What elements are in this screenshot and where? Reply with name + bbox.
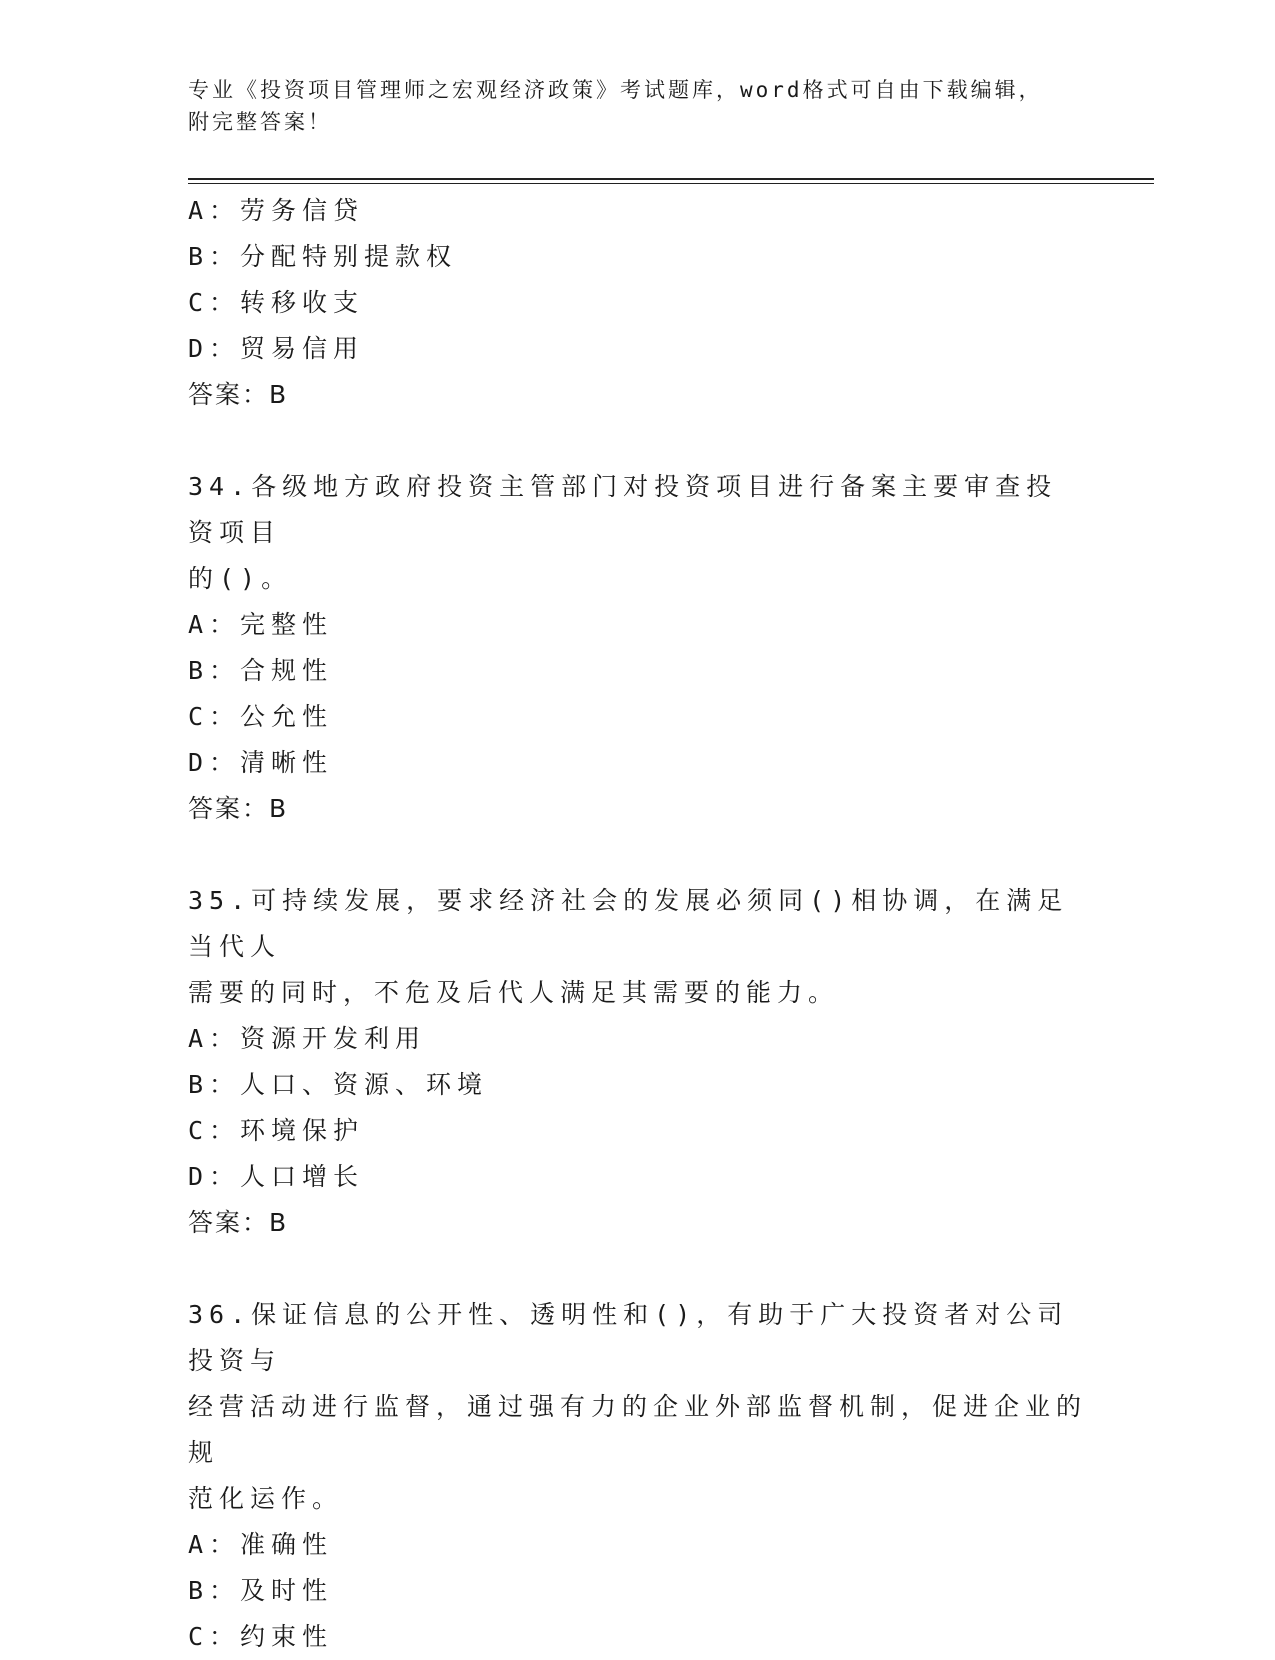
question-text-line: 35.可持续发展，要求经济社会的发展必须同()相协调，在满足当代人 <box>188 886 1069 961</box>
question-block-36 <box>188 1292 1088 1660</box>
document-body <box>188 188 1088 1660</box>
answer-line: 答案：B <box>188 1208 289 1237</box>
question-text-line: 36.保证信息的公开性、透明性和()，有助于广大投资者对公司投资与 <box>188 1300 1069 1375</box>
question-text-line: 范化运作。 <box>188 1484 344 1513</box>
header-divider-thin <box>188 183 1154 184</box>
question-text-line: 34.各级地方政府投资主管部门对投资项目进行备案主要审查投资项目 <box>188 472 1058 547</box>
option-b: B：合规性 <box>188 656 334 685</box>
option-c: C：转移收支 <box>188 288 365 317</box>
question-block-33 <box>188 188 1088 418</box>
document-header <box>188 74 1088 138</box>
option-c: C：公允性 <box>188 702 334 731</box>
answer-line: 答案：B <box>188 380 289 409</box>
question-block-35 <box>188 878 1088 1246</box>
header-title-line-1: 专业《投资项目管理师之宏观经济政策》考试题库，word格式可自由下载编辑， <box>188 78 1043 102</box>
option-c: C：约束性 <box>188 1622 334 1651</box>
option-a: A：准确性 <box>188 1530 334 1559</box>
option-c: C：环境保护 <box>188 1116 365 1145</box>
answer-line: 答案：B <box>188 794 289 823</box>
option-b: B：分配特别提款权 <box>188 242 458 271</box>
question-text-line: 的()。 <box>188 564 293 593</box>
question-text-line: 需要的同时，不危及后代人满足其需要的能力。 <box>188 978 840 1007</box>
option-a: A：完整性 <box>188 610 334 639</box>
question-text-line: 经营活动进行监督，通过强有力的企业外部监督机制，促进企业的规 <box>188 1392 1088 1467</box>
option-b: B：人口、资源、环境 <box>188 1070 489 1099</box>
option-a: A：资源开发利用 <box>188 1024 427 1053</box>
option-d: D：清晰性 <box>188 748 334 777</box>
header-divider-thick <box>188 178 1154 180</box>
option-d: D：贸易信用 <box>188 334 365 363</box>
header-title-line-2: 附完整答案！ <box>188 110 332 134</box>
option-b: B：及时性 <box>188 1576 334 1605</box>
question-block-34 <box>188 464 1088 832</box>
option-d: D：人口增长 <box>188 1162 365 1191</box>
option-a: A：劳务信贷 <box>188 196 365 225</box>
